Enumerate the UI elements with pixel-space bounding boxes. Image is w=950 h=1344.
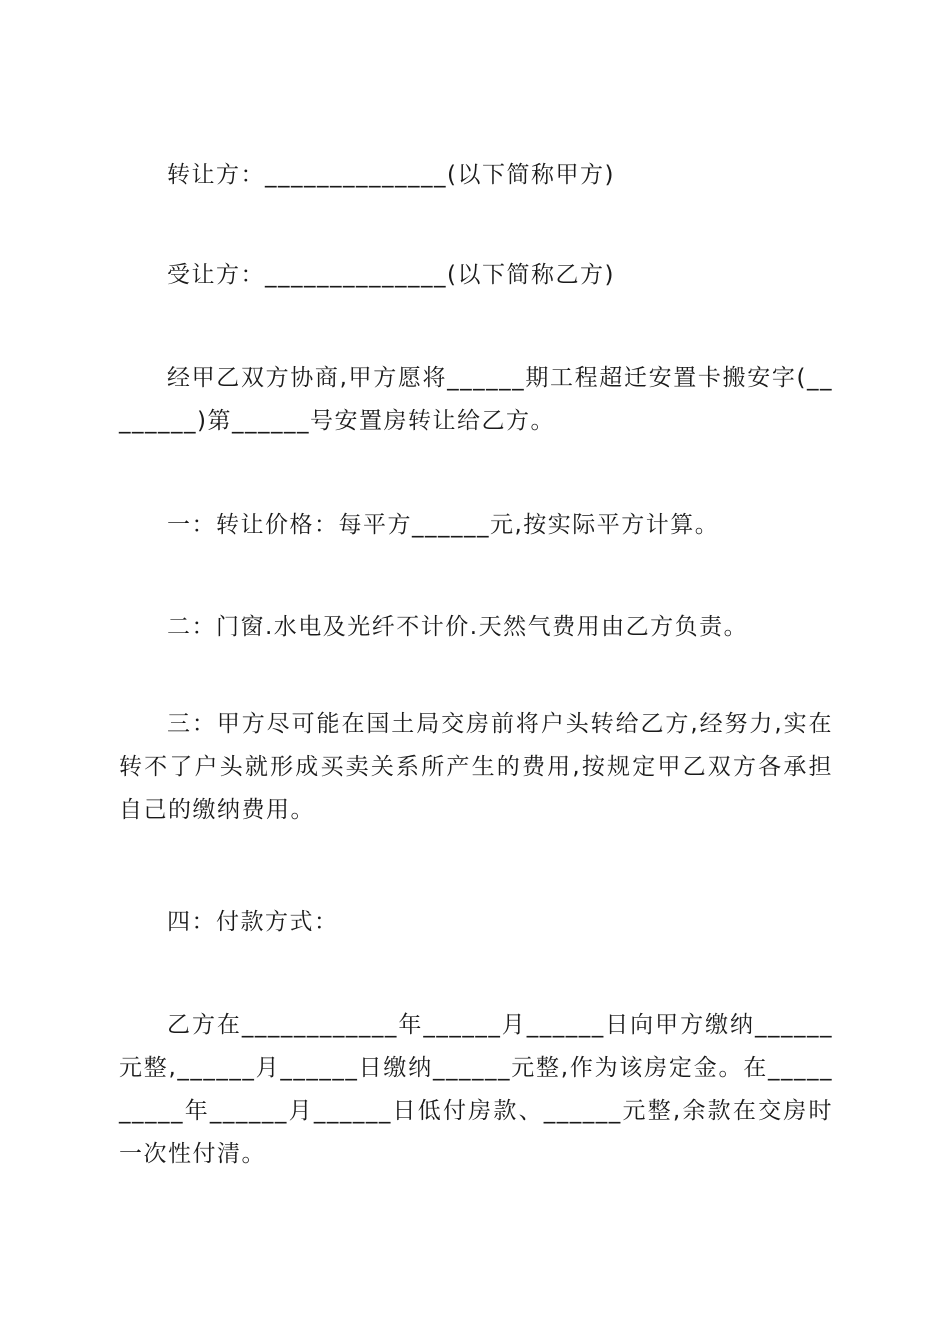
clause-4-payment-heading: 四：付款方式： (167, 909, 339, 935)
clause-1-price: 一：转让价格：每平方______元,按实际平方计算。 (167, 512, 720, 538)
clause-2-fixtures: 二：门窗.水电及光纤不计价.天然气费用由乙方负责。 (167, 614, 749, 640)
transferee-line: 受让方：______________(以下简称乙方) (167, 262, 615, 288)
agreement-intro-paragraph: 经甲乙双方协商,甲方愿将______期工程超迁安置卡搬安字(________)第______号安置房转让给乙方。 (119, 365, 833, 434)
transferor-line: 转让方：______________(以下简称甲方) (167, 162, 615, 188)
clause-3-ownership-transfer: 三：甲方尽可能在国土局交房前将户头转给乙方,经努力,实在转不了户头就形成买卖关系所产生的费用,按规定甲乙双方各承担自己的缴纳费用。 (119, 711, 833, 823)
payment-terms-paragraph: 乙方在____________年______月______日向甲方缴纳______元整,______月______日缴纳______元整,作为该房定金。在__________年______月______日低付房款、______元整,余款在交房时一次性付清。 (119, 1012, 833, 1167)
